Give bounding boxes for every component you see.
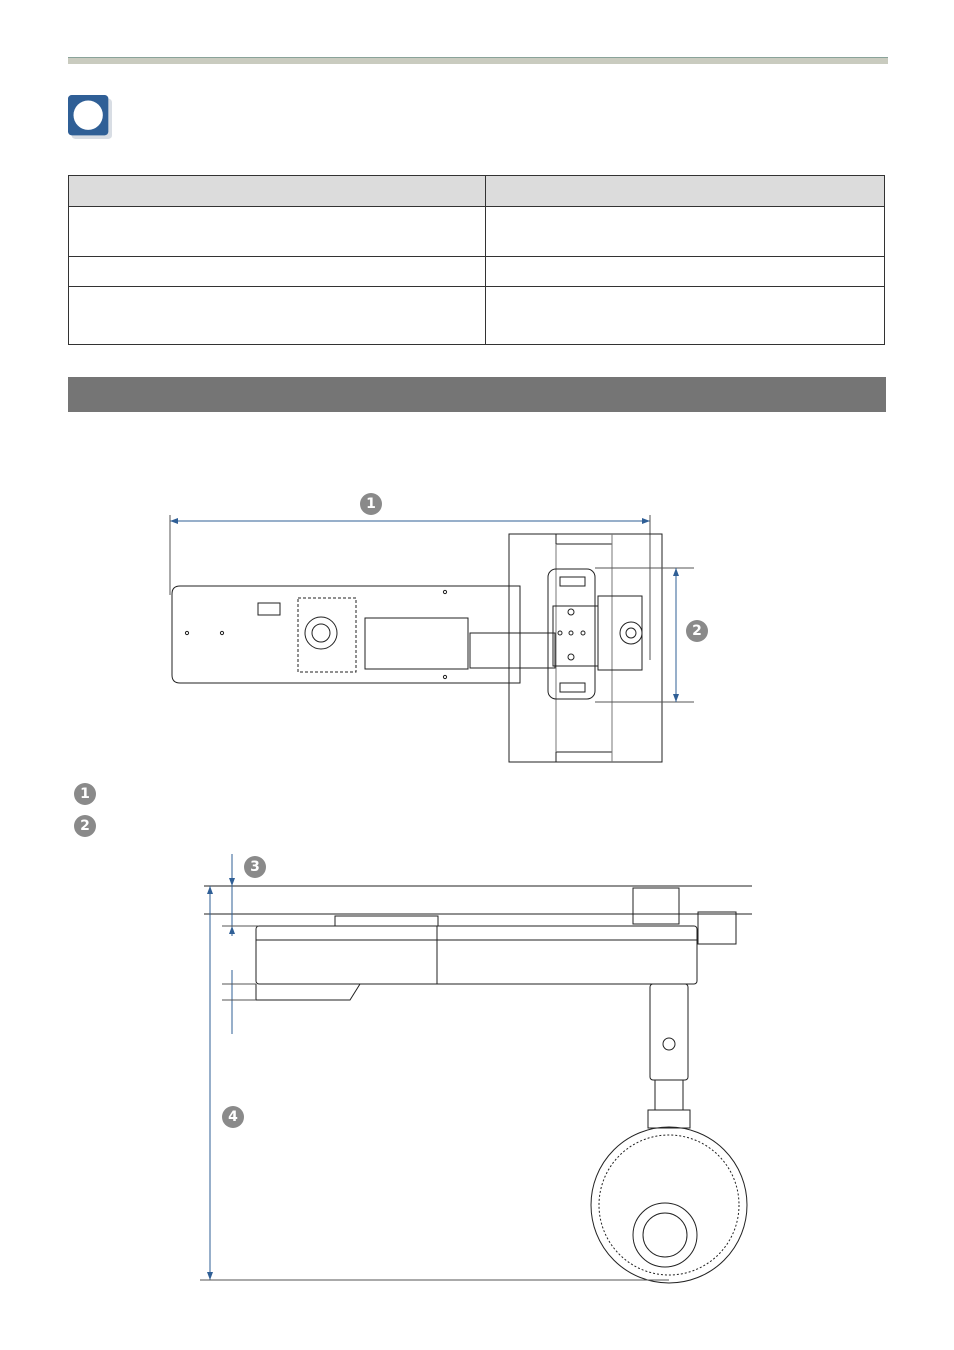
callout-2: 2 (686, 620, 708, 642)
legend-callout: 2 (74, 815, 96, 837)
legend-callout: 1 (74, 783, 96, 805)
callout-1: 1 (360, 493, 382, 515)
callout-3: 3 (244, 856, 266, 878)
callout-4: 4 (222, 1106, 244, 1128)
